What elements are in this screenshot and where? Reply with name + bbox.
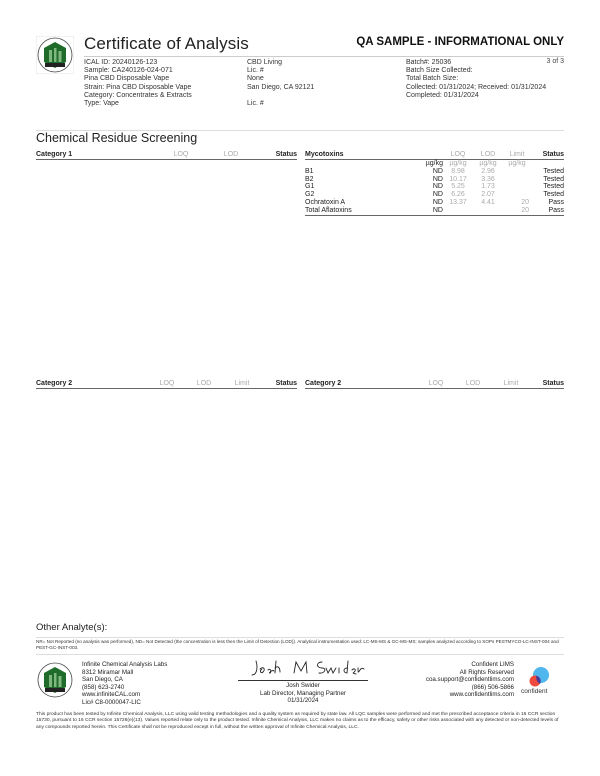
divider [36,654,564,655]
table-row: B1 ND 8.98 2.96 Tested [305,167,564,175]
lab-address: 8312 Miramar Mall [82,668,134,676]
category: Category: Concentrates & Extracts [84,91,192,99]
table-row: Ochratoxin A ND 13.37 4.41 20 Pass [305,198,564,206]
units-row: µg/kg µg/kg µg/kg µg/kg [425,160,526,167]
signature-date: 01/31/2024 [287,697,319,704]
signatory-name: Josh Swider [286,682,320,689]
table-row: B2 ND 10.17 3.36 Tested [305,175,564,183]
lab-phone: (858) 623-2740 [82,683,125,691]
other-analytes-title: Other Analyte(s): [36,622,108,633]
col-loq: LOQ [417,380,455,389]
batch-info [406,59,546,100]
lims-email[interactable]: coa.support@confidentlims.com [425,676,514,683]
signature-image [248,657,368,679]
batch-size-collected: Batch Size Collected: [406,67,473,75]
lims-contact-info [426,661,514,699]
col-status: Status [262,380,297,389]
col-status: Status [531,151,564,160]
sample-info [84,59,192,108]
lab-seal-logo-icon [36,36,74,74]
col-loq: LOQ [443,151,473,160]
batch-number: Batch#: 25036 [406,59,452,66]
col-limit: Limit [491,380,531,389]
collected-received: Collected: 01/31/2024; Received: 01/31/2024 [406,83,547,91]
col-status: Status [256,151,297,160]
lab-license: Lic# C8-0000047-LIC [82,698,141,706]
table-row: G1 ND 5.25 1.73 Tested [305,183,564,191]
lims-name: Confident LIMS [471,661,514,668]
category-2-table-right [305,380,564,389]
type: Type: Vape [84,100,119,108]
lab-contact-info [82,661,167,706]
col-category: Category 2 [36,380,148,389]
lab-name: Infinite Chemical Analysis Labs [82,661,168,668]
category-2-table-left [36,380,297,389]
section-title: Chemical Residue Screening [36,131,198,145]
col-loq: LOQ [156,151,206,160]
col-loq: LOQ [148,380,186,389]
lab-website: www.infiniteCAL.com [82,691,141,698]
client-line3: None [247,75,264,83]
col-status: Status [531,380,564,389]
col-limit: Limit [222,380,262,389]
confident-logo-label: confident [521,688,548,695]
client-name: CBD Living [247,59,283,66]
col-limit: Limit [503,151,531,160]
document-title: Certificate of Analysis [84,34,249,53]
lims-phone: (866) 506-5866 [471,683,514,691]
divider [36,637,564,638]
col-lod: LOD [455,380,491,389]
client-license: Lic. # [247,67,264,75]
confident-logo-icon [526,666,552,688]
table-row: Total Aflatoxins ND 20 Pass [305,206,564,214]
col-category: Category 2 [305,380,417,389]
col-category: Category 1 [36,151,156,160]
signatory-info [238,682,368,705]
col-lod: LOD [206,151,256,160]
disclaimer-text: This product has been tested by Infinite Chemical Analysis, LLC using valid testing methodologies and a quality system as required by state law. All LQC samples were performed and met the prescribed acceptance criteria in 16 CCR section 15730, pursuant to 16 CCR section 15726(e)(13). Values reported relate only to the product tested. Infinite Chemical Analysis, LLC makes no claims as to the efficacy, safety or other risks associated with any detected or non-detected levels of any compounds reported herein. This Certificate shall not be reproduced except in full, without the written approval of Infinite Chemical Analysis, LLC. [36,712,559,730]
sample-id: Sample: CA240126-024-071 [84,67,173,75]
lab-seal-logo-icon [36,661,74,699]
category-1-table [36,151,297,160]
qa-sample-label: QA SAMPLE - INFORMATIONAL ONLY [356,36,564,48]
mycotoxins-table [305,151,564,216]
strain: Strain: Pina CBD Disposable Vape [84,83,192,91]
table-row: G2 ND 6.26 2.07 Tested [305,191,564,199]
col-lod: LOD [473,151,503,160]
product-name: Pina CBD Disposable Vape [84,75,170,83]
page-number: 3 of 3 [546,58,564,65]
ical-id: ICAL ID: 20240126-123 [84,59,158,66]
signature-line [238,680,368,681]
total-batch-size: Total Batch Size: [406,75,459,83]
completed-date: Completed: 01/31/2024 [406,91,479,99]
client-license-2: Lic. # [247,99,264,107]
lims-rights: All Rights Reserved [459,668,514,676]
col-lod: LOD [186,380,222,389]
col-mycotoxins: Mycotoxins [305,151,413,160]
lab-city: San Diego, CA [82,676,123,683]
lims-website[interactable]: www.confidentlims.com [449,691,514,698]
notes-text: NR= Not Reported (no analysis was performed), ND= Not Detected (the concentration is less then the Limit of Detection (LOD)). Analytical instrumentation used: LC-MS-MS & GC-MS-MS; samples analyzed according to SOPs PESTMYCO-LC-INST-004 and PEST-GC-INST-003. [36,639,559,650]
client-info [247,59,314,108]
header-divider [84,56,564,57]
client-city: San Diego, CA 92121 [247,83,315,91]
signatory-title: Lab Director, Managing Partner [260,689,346,697]
